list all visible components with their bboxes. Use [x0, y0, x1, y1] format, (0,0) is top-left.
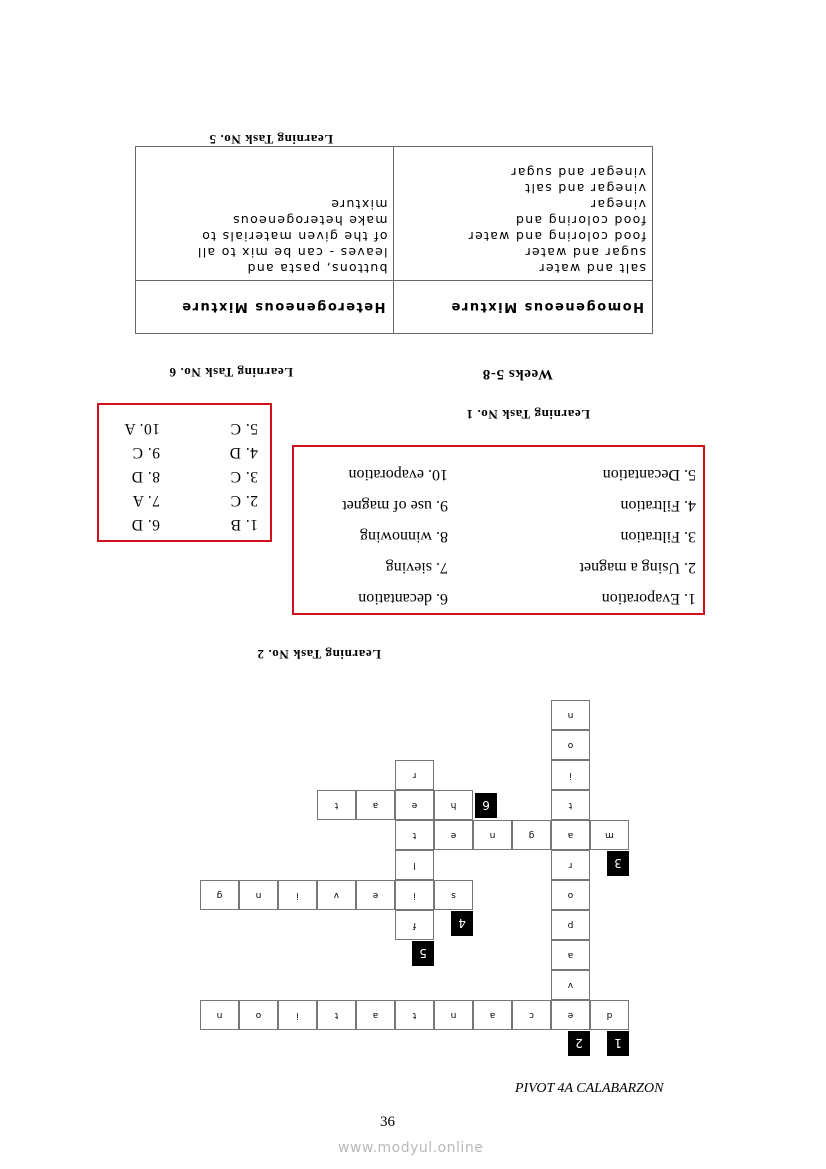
heterogeneous-item: buttons, pasta and	[246, 261, 388, 276]
crossword-cell[interactable]: e	[356, 880, 395, 910]
homogeneous-item: food coloring and	[514, 213, 646, 228]
header-homogeneous: Homogeneous Mixture	[394, 281, 653, 334]
crossword-cell[interactable]: t	[395, 1000, 434, 1030]
crossword-cell[interactable]: l	[395, 850, 434, 880]
crossword-cell[interactable]: n	[239, 880, 278, 910]
crossword-number: 2	[568, 1031, 590, 1056]
crossword-cell[interactable]: n	[473, 820, 512, 850]
task1-answer: 3. Filtration	[620, 528, 696, 545]
heterogeneous-item: of the given materials to	[200, 229, 388, 244]
crossword-cell[interactable]: i	[278, 1000, 317, 1030]
page-number: 36	[380, 1114, 395, 1130]
homogeneous-item: salt and water	[538, 261, 646, 276]
task1-answer: 5. Decantation	[602, 466, 696, 483]
weeks-heading: Weeks 5-8	[482, 366, 553, 382]
task6-answer: 7. A	[132, 492, 160, 509]
crossword-cell[interactable]: t	[317, 1000, 356, 1030]
task6-answer: 9. C	[132, 444, 160, 461]
crossword-cell[interactable]: t	[317, 790, 356, 820]
crossword-cell[interactable]: a	[473, 1000, 512, 1030]
task6-answer: 6. D	[131, 516, 160, 533]
task1-answer: 9. use of magnet	[342, 497, 448, 514]
crossword-cell[interactable]: a	[356, 790, 395, 820]
crossword-cell[interactable]: n	[200, 1000, 239, 1030]
heterogeneous-item: make heterogeneous	[231, 213, 388, 228]
task6-answer: 3. C	[230, 468, 258, 485]
crossword-cell[interactable]: g	[200, 880, 239, 910]
crossword-cell[interactable]: g	[512, 820, 551, 850]
crossword-cell[interactable]: d	[590, 1000, 629, 1030]
task1-answer: 1. Evaporation	[601, 590, 696, 607]
task1-answer: 6. decantation	[358, 590, 448, 607]
heterogeneous-item: leaves - can be mix to all	[196, 245, 388, 260]
crossword-cell[interactable]: p	[551, 910, 590, 940]
crossword-cell[interactable]: e	[434, 820, 473, 850]
crossword-cell[interactable]: v	[551, 970, 590, 1000]
crossword-cell[interactable]: o	[551, 730, 590, 760]
crossword-cell[interactable]: o	[239, 1000, 278, 1030]
homogeneous-item: vinegar and salt	[523, 181, 646, 196]
crossword-cell[interactable]: i	[551, 760, 590, 790]
crossword-cell[interactable]: e	[395, 790, 434, 820]
mixture-table	[135, 146, 653, 334]
crossword-cell[interactable]: t	[551, 790, 590, 820]
crossword-cell[interactable]: c	[512, 1000, 551, 1030]
task6-answer: 4. D	[229, 444, 258, 461]
task6-answer: 1. B	[230, 516, 258, 533]
crossword-cell[interactable]: n	[551, 700, 590, 730]
task2-heading: Learning Task No. 2	[256, 647, 381, 662]
task6-answer: 10. A	[123, 420, 160, 437]
crossword-number: 6	[475, 793, 497, 818]
crossword-cell[interactable]: a	[551, 820, 590, 850]
crossword-cell[interactable]: t	[395, 820, 434, 850]
crossword-cell[interactable]: r	[551, 850, 590, 880]
task6-answer: 8. D	[131, 468, 160, 485]
crossword-number: 4	[451, 911, 473, 936]
task1-answer: 10. evaporation	[348, 466, 448, 483]
watermark: www.modyul.online	[338, 1140, 484, 1156]
crossword-cell[interactable]: o	[551, 880, 590, 910]
header-heterogeneous: Heterogeneous Mixture	[136, 281, 395, 334]
crossword-number: 1	[607, 1031, 629, 1056]
homogeneous-item: vinegar	[589, 197, 646, 212]
homogeneous-item: food coloring and water	[467, 229, 646, 244]
crossword-number: 5	[412, 941, 434, 966]
crossword-number: 3	[607, 851, 629, 876]
crossword-cell[interactable]: i	[278, 880, 317, 910]
task6-heading: Learning Task No. 6	[168, 365, 293, 380]
crossword-cell[interactable]: r	[395, 760, 434, 790]
task1-answer: 4. Filtration	[620, 497, 696, 514]
task1-answer: 8. winnowing	[360, 528, 448, 545]
task6-answer: 5. C	[230, 420, 258, 437]
task1-answer: 7. sieving	[385, 559, 448, 576]
crossword-cell[interactable]: a	[356, 1000, 395, 1030]
crossword-cell[interactable]: m	[590, 820, 629, 850]
task6-answer: 2. C	[230, 492, 258, 509]
homogeneous-cell	[394, 147, 653, 281]
crossword-cell[interactable]: i	[395, 880, 434, 910]
task1-answer: 2. Using a magnet	[579, 559, 696, 576]
crossword-cell[interactable]: h	[434, 790, 473, 820]
crossword-cell[interactable]: e	[551, 1000, 590, 1030]
crossword-cell[interactable]: s	[434, 880, 473, 910]
footer-series: PIVOT 4A CALABARZON	[515, 1081, 664, 1096]
homogeneous-item: sugar and water	[524, 245, 646, 260]
crossword-cell[interactable]: a	[551, 940, 590, 970]
heterogeneous-item: mixture	[329, 197, 388, 212]
task5-heading: Learning Task No. 5	[208, 132, 333, 147]
homogeneous-item: vinegar and sugar	[510, 165, 646, 180]
crossword-cell[interactable]: v	[317, 880, 356, 910]
crossword-cell[interactable]: f	[395, 910, 434, 940]
crossword-cell[interactable]: n	[434, 1000, 473, 1030]
heterogeneous-cell	[136, 147, 395, 281]
task1-heading: Learning Task No. 1	[465, 407, 590, 422]
